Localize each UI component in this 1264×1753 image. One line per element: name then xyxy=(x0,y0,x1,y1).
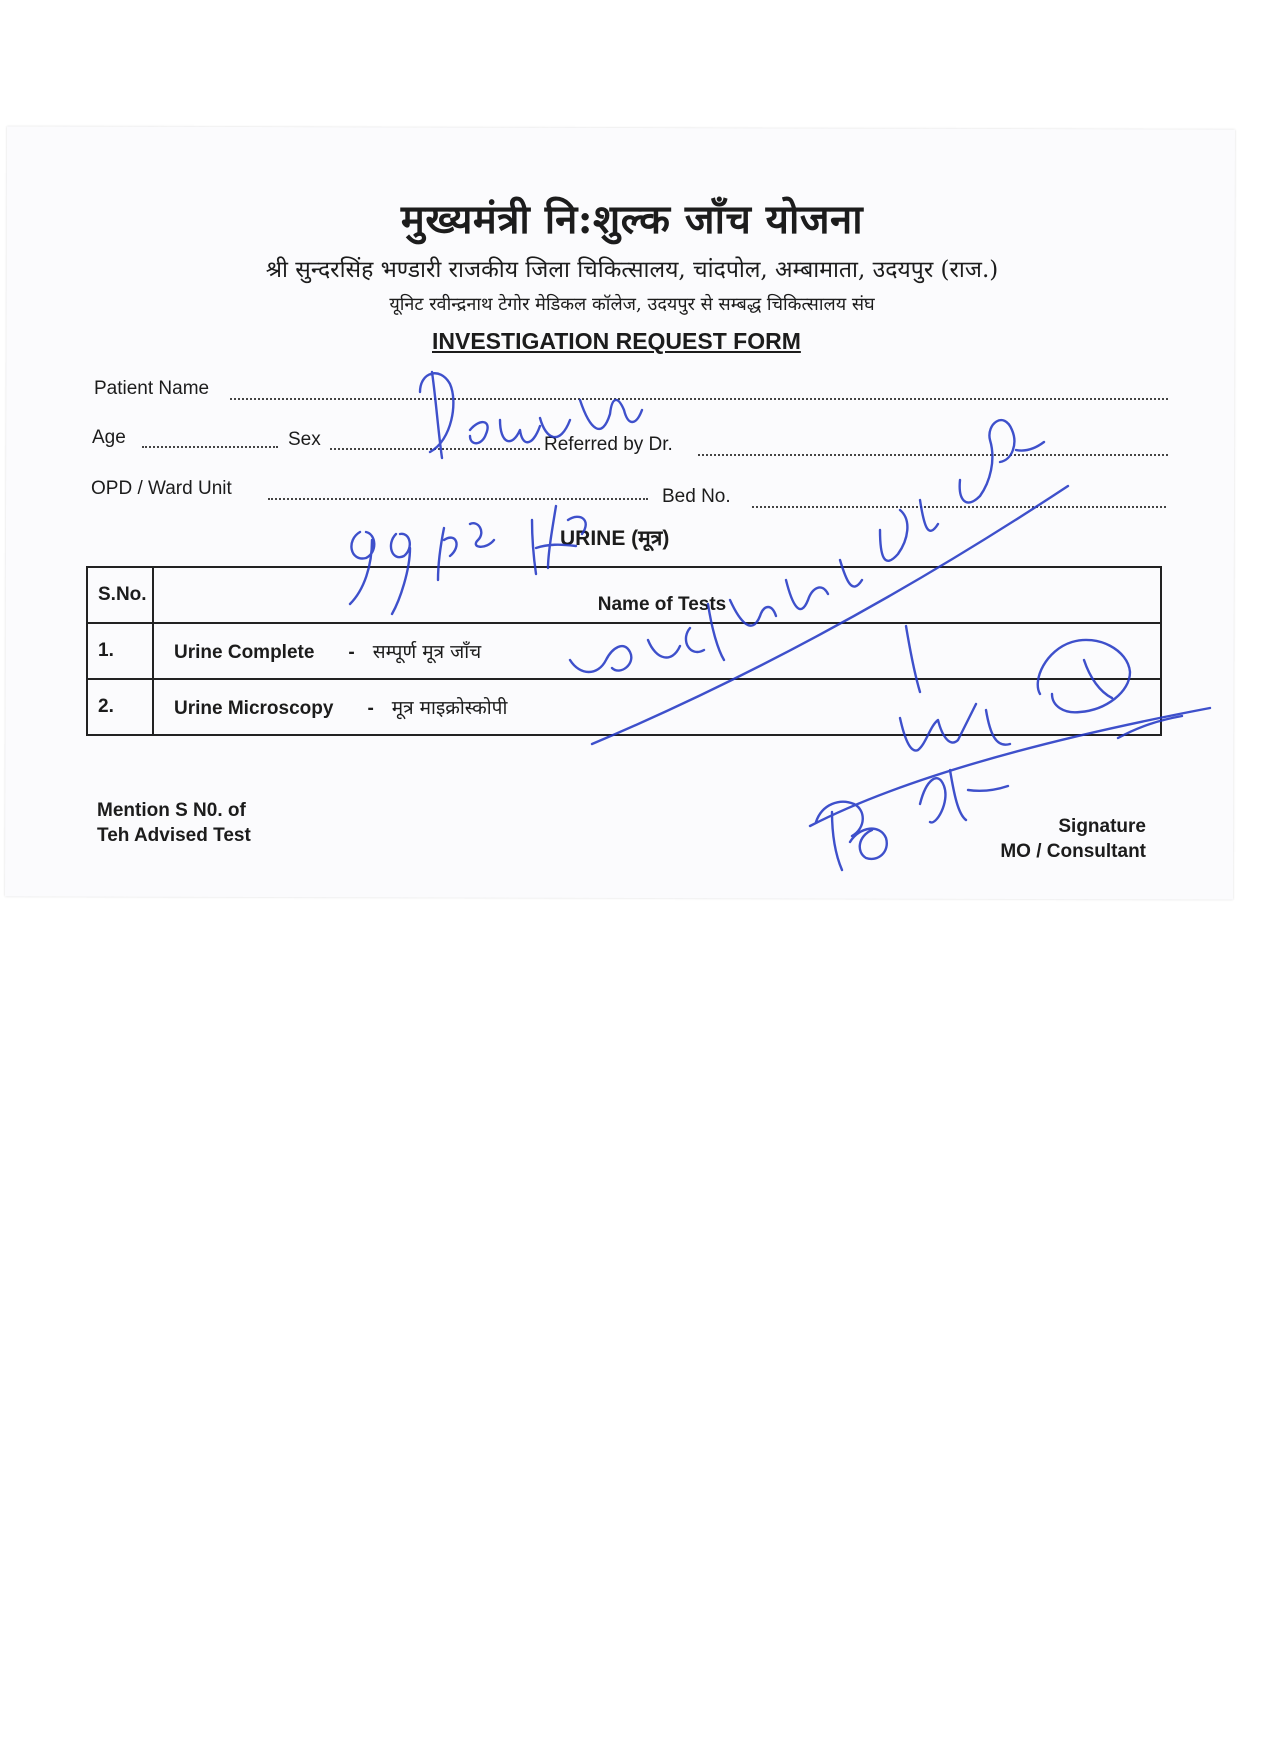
test-name: Urine Complete xyxy=(174,642,315,663)
form-title: INVESTIGATION REQUEST FORM xyxy=(432,328,801,354)
hospital-name: श्री सुन्दरसिंह भण्डारी राजकीय जिला चिकित्सालय, चांदपोल, अम्बामाता, उदयपुर (राज.) xyxy=(265,257,999,283)
age-handwriting xyxy=(350,506,586,614)
row-sno: 2. xyxy=(87,679,153,735)
affiliation-line: यूनिट रवीन्द्रनाथ टेगोर मेडिकल कॉलेज, उदयपुर से सम्बद्ध चिकित्सालय संघ xyxy=(389,294,875,315)
mention-line-2: Teh Advised Test xyxy=(97,825,251,846)
patient-name-handwriting xyxy=(420,372,642,458)
sex-label: Sex xyxy=(288,429,321,450)
header-sno: S.No. xyxy=(87,567,153,623)
section-urine: URINE (मूत्र) xyxy=(560,527,670,550)
test-name-hindi: सम्पूर्ण मूत्र जाँच xyxy=(372,641,482,663)
test-dash: - xyxy=(348,642,355,663)
opd-ward-label: OPD / Ward Unit xyxy=(91,478,232,499)
age-label: Age xyxy=(92,427,126,448)
test-name: Urine Microscopy xyxy=(174,698,334,719)
referred-by-label: Referred by Dr. xyxy=(544,434,673,455)
signature-handwriting xyxy=(810,626,1210,870)
test-name-hindi: मूत्र माइक्रोस्कोपी xyxy=(391,697,508,719)
bed-no-label: Bed No. xyxy=(662,486,731,507)
signature-line-1: Signature xyxy=(1058,816,1146,837)
scheme-title: मुख्यमंत्री नि:शुल्क जाँच योजना xyxy=(400,196,864,243)
test-dash: - xyxy=(367,698,374,719)
row-sno: 1. xyxy=(87,623,153,679)
patient-name-label: Patient Name xyxy=(94,378,210,399)
signature-line-2: MO / Consultant xyxy=(1000,841,1146,862)
mention-line-1: Mention S N0. of xyxy=(97,800,246,821)
header-test-name: Name of Tests xyxy=(153,567,1161,623)
diagonal-strike-line xyxy=(592,486,1068,744)
